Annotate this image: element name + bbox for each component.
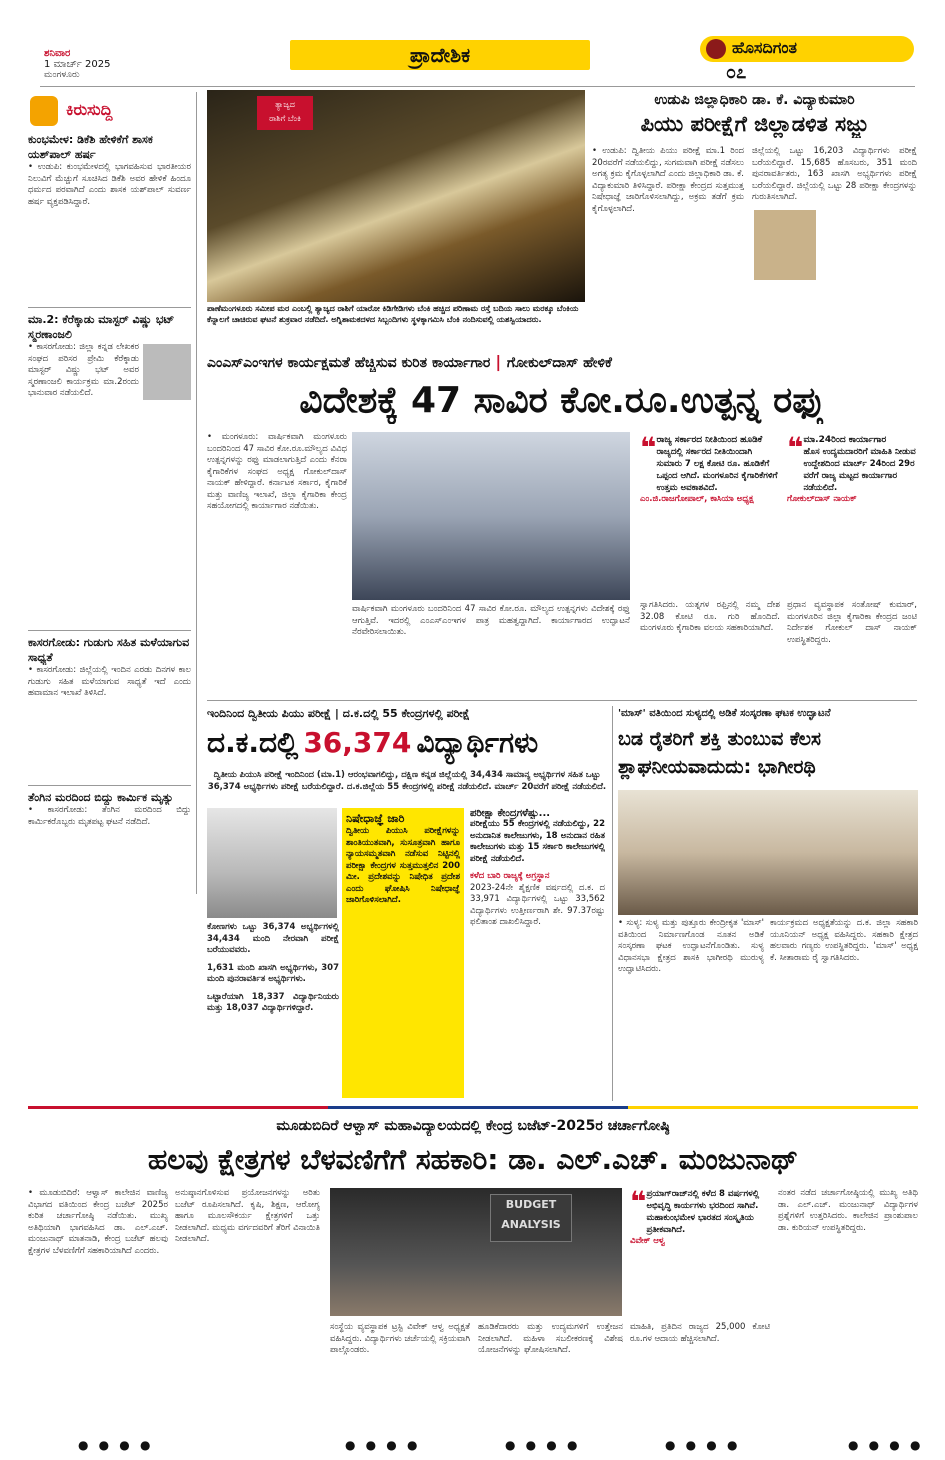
budget-col1: • ಮೂಡುಬಿದಿರೆ: ಆಳ್ವಾಸ್ ಕಾಲೇಜಿನ ವಾಣಿಜ್ಯ ವಿಭಾಗದ ವತಿಯಿಂದ ಕೇಂದ್ರ ಬಜೆಟ್ 2025ರ ಕುರಿತ ಚರ್ಚಾಗೋಷ್ಠಿ ನಡೆಯಿತು. ಮುಖ್ಯ ಅತಿಥಿಯಾಗಿ ಭಾಗವಹಿಸಿದ ಡಾ. ಎಲ್.ಎಚ್. ಮಂಜುನಾಥ್ ಮಾತನಾಡಿ, ಕೇಂದ್ರ ಬಜೆಟ್ ಹಲವು ಕ್ಷೇತ್ರಗಳ ಬೆಳವಣಿಗೆಗೆ ಸಹಕಾರಿಯಾಗಿದೆ ಎಂದರು. bbox=[28, 1188, 168, 1256]
msme-strap-text: ಎಂಎಸ್‌ಎಂಇಗಳ ಕಾರ್ಯಕ್ಷಮತೆ ಹೆಚ್ಚಿಸುವ ಕುರಿತ ಕಾರ್ಯಾಗಾರ bbox=[207, 355, 491, 371]
footer-dots: ● ● ● ● bbox=[78, 1438, 154, 1452]
ban-body: ದ್ವಿತೀಯ ಪಿಯುಸಿ ಪರೀಕ್ಷೆಗಳನ್ನು ಶಾಂತಿಯುತವಾಗಿ, ಸುಸೂತ್ರವಾಗಿ ಹಾಗೂ ನ್ಯಾಯಸಮ್ಮತವಾಗಿ ನಡೆಸುವ ನಿಟ್ಟಿನಲ್ಲಿ ಪರೀಕ್ಷಾ ಕೇಂದ್ರಗಳ ಸುತ್ತಮುತ್ತಲಿನ 200 ಮೀ. ಪ್ರದೇಶವನ್ನು ನಿಷೇಧಿತ ಪ್ರದೇಶ ಎಂದು ಘೋಷಿಸಿ ನಿಷೇಧಾಜ್ಞೆ ಜಾರಿಗೊಳಿಸಲಾಗಿದೆ. bbox=[346, 826, 460, 905]
budget-strap: ಮೂಡುಬಿದಿರೆ ಆಳ್ವಾಸ್ ಮಹಾವಿದ್ಯಾಲಯದಲ್ಲಿ ಕೇಂದ್ರ ಬಜೆಟ್-2025ರ ಚರ್ಚಾಗೋಷ್ಠಿ bbox=[276, 1118, 670, 1134]
bhagirathi-strap: 'ಮಾಸ್' ವತಿಯಿಂದ ಸುಳ್ಯದಲ್ಲಿ ಅಡಿಕೆ ಸಂಸ್ಕರಣಾ ಘಟಕ ಉದ್ಘಾಟನೆ bbox=[618, 708, 831, 719]
quote1-by: ಎಂ.ಜಿ.ರಾಜಗೋಪಾಲ್, ಕಾಸಿಯಾ ಅಧ್ಯಕ್ಷ bbox=[640, 494, 754, 504]
dk-strap: ಇಂದಿನಿಂದ ದ್ವಿತೀಯ ಪಿಯು ಪರೀಕ್ಷೆ | ದ.ಕ.ದಲ್ಲಿ 55 ಕೇಂದ್ರಗಳಲ್ಲಿ ಪರೀಕ್ಷೆ bbox=[207, 707, 470, 720]
kirusuddi-title: ತೆಂಗಿನ ಮರದಿಂದ ಬಿದ್ದು ಕಾರ್ಮಿಕ ಮೃತ್ಯು bbox=[28, 791, 174, 804]
msme-col4: ಪ್ರಧಾನ ವ್ಯವಸ್ಥಾಪಕ ಸಂತೋಷ್ ಕುಮಾರ್, ಮಂಗಳೂರಿನ ಜಿಲ್ಲಾ ಕೈಗಾರಿಕಾ ಕೇಂದ್ರದ ಜಂಟಿ ನಿರ್ದೇಶಕ ಗೋಕುಲ್ ದಾಸ್ ನಾಯಕ್ ಉಪಸ್ಥಿತರಿದ್ದರು. bbox=[787, 600, 917, 645]
kirusuddi-column bbox=[28, 92, 191, 894]
centres-source: ಕಳೆದ ಬಾರಿ ರಾಜ್ಯಕ್ಕೆ ಅಗ್ರಸ್ಥಾನ bbox=[470, 871, 550, 881]
budget-board-line1: BUDGET bbox=[505, 1198, 557, 1211]
kirusuddi-label: ಕಿರುಸುದ್ದಿ bbox=[66, 100, 113, 119]
dk-head-pre: ದ.ಕ.ದಲ್ಲಿ bbox=[207, 726, 299, 759]
budget-col5: ಮಾಹಿತಿ, ಪ್ರತಿದಿನ ರಾಜ್ಯದ 25,000 ಕೋಟಿ ರೂ.ಗಳ ಆದಾಯ ಹೆಚ್ಚಿಸಲಾಗಿದೆ. bbox=[630, 1322, 770, 1344]
dk-stat: ಒಟ್ಟಾರೆಯಾಗಿ 18,337 ವಿದ್ಯಾರ್ಥಿನಿಯರು ಮತ್ತು 18,037 ವಿದ್ಯಾರ್ಥಿಗಳಿದ್ದಾರೆ. bbox=[207, 991, 339, 1013]
kirusuddi-body: • ಕಾಸರಗೋಡು: ಜಿಲ್ಲಾ ಕನ್ನಡ ಲೇಖಕರ ಸಂಘದ ಪರಿಸರ ಪ್ರೇಮಿ ಕೆರೆಕ್ಕಾಡು ಮಾಸ್ಟರ್ ವಿಷ್ಣು ಭಟ್ ಅವರ ಸ್ಮರಣಾಂಜಲಿ ಕಾರ್ಯಕ್ರಮ ಮಾ.2ರಂದು ಭಾನುವಾರ ನಡೆಯಲಿದೆ. bbox=[28, 342, 139, 398]
fire-tag bbox=[257, 96, 313, 130]
quote-mark-icon: ❝ bbox=[630, 1188, 647, 1218]
quote1-body: ರಾಜ್ಯದಲ್ಲಿ ಸರ್ಕಾರದ ನೀತಿಯಿಂದಾಗಿ ಸುಮಾರು 7 ಲಕ್ಷ ಕೋಟಿ ರೂ. ಹೂಡಿಕೆಗೆ ಒಪ್ಪಂದ ಆಗಿದೆ. ಮಂಗಳೂರಿನ ಕೈಗಾರಿಕೆಗಳಿಗೆ ಉತ್ತಮ ಅವಕಾಶವಿದೆ. bbox=[656, 447, 778, 493]
kirusuddi-body: • ಕಾಸರಗೋಡು: ತೆಂಗಿನ ಮರದಿಂದ ಬಿದ್ದು ಕಾರ್ಮಿಕರೊಬ್ಬರು ಮೃತಪಟ್ಟ ಘಟನೆ ನಡೆದಿದೆ. bbox=[28, 805, 191, 827]
msme-col2: ವಾರ್ಷಿಕವಾಗಿ ಮಂಗಳೂರು ಬಂದರಿನಿಂದ 47 ಸಾವಿರ ಕೋ.ರೂ. ಮೌಲ್ಯದ ಉತ್ಪನ್ನಗಳು ವಿದೇಶಕ್ಕೆ ರಫ್ತು ಆಗುತ್ತಿವೆ. ಇದರಲ್ಲಿ ಎಂಎಸ್‌ಎಂಇಗಳ ಪಾತ್ರ ಮಹತ್ವದ್ದಾಗಿದೆ. ಕಾರ್ಯಾಗಾರದ ಉದ್ಘಾಟನೆ ನೆರವೇರಿಸಲಾಯಿತು. bbox=[352, 604, 630, 637]
kirusuddi-title: ಕುಂಭಮೇಳ: ಡಿಕೆಶಿ ಹೇಳಿಕೆಗೆ ಶಾಸಕ ಯಶ್‌ಪಾಲ್ ಹರ್ಷ bbox=[28, 133, 153, 161]
masthead-date: 1 ಮಾರ್ಚ್ 2025 bbox=[44, 59, 111, 70]
bhagirathi-col1: • ಸುಳ್ಯ: ಸುಳ್ಯ ಮತ್ತು ಪುತ್ತೂರು ಕೇಂದ್ರೀಕೃತ 'ಮಾಸ್' ವತಿಯಿಂದ ನಿರ್ಮಾಣಗೊಂಡ ನೂತನ ಅಡಿಕೆ ಸಂಸ್ಕರಣಾ ಘಟಕ ಉದ್ಘಾಟನೆಗೊಂಡಿತು. ಸುಳ್ಯ ವಿಧಾನಸಭಾ ಕ್ಷೇತ್ರದ ಶಾಸಕಿ ಭಾಗೀರಥಿ ಮುರುಳ್ಯ ಉದ್ಘಾಟಿಸಿದರು. bbox=[618, 918, 764, 974]
dk-stat: ಕೋಣಗಳು ಒಟ್ಟು 36,374 ಅಭ್ಯರ್ಥಿಗಳಲ್ಲಿ 34,434 ಮಂದಿ ನೇರವಾಗಿ ಪರೀಕ್ಷೆ ಬರೆಯುವವರು. bbox=[207, 922, 339, 955]
masthead bbox=[0, 0, 945, 88]
quote2-body: ಹೊಸ ಉದ್ಯಮದಾರರಿಗೆ ಮಾಹಿತಿ ನೀಡುವ ಉದ್ದೇಶದಿಂದ ಮಾರ್ಚ್ 24ರಿಂದ 29ರ ವರೆಗೆ ರಾಜ್ಯ ಮಟ್ಟದ ಕಾರ್ಯಾಗಾರ ನಡೆಯಲಿದೆ. bbox=[803, 447, 916, 493]
quote2-title: ಮಾ.24ರಿಂದ ಕಾರ್ಯಾಗಾರ bbox=[803, 435, 887, 445]
budget-quote bbox=[630, 1188, 770, 1318]
footer-dots: ● ● ● ● bbox=[665, 1438, 741, 1452]
msme-photo bbox=[352, 432, 630, 600]
msme-strap: ಎಂಎಸ್‌ಎಂಇಗಳ ಕಾರ್ಯಕ್ಷಮತೆ ಹೆಚ್ಚಿಸುವ ಕುರಿತ ಕಾರ್ಯಾಗಾರ | ಗೋಕುಲ್‌ದಾಸ್ ಹೇಳಿಕೆ bbox=[207, 352, 612, 371]
masthead-day: ಶನಿವಾರ bbox=[44, 48, 71, 59]
msme-strap-text2: ಗೋಕುಲ್‌ದಾಸ್ ಹೇಳಿಕೆ bbox=[506, 355, 612, 371]
budget-quote-body: ಪ್ರಯಾಗ್‌ರಾಜ್‌ನಲ್ಲಿ ಕಳೆದ 8 ವರ್ಷಗಳಲ್ಲಿ ಅಭಿವೃದ್ಧಿ ಕಾರ್ಯಗಳು ಭರದಿಂದ ಸಾಗಿವೆ. ಮಹಾಕುಂಭಮೇಳ ಭಾರತದ ಸಂಸ್ಕೃತಿಯ ಪ್ರತೀಕವಾಗಿದೆ. bbox=[646, 1189, 760, 1235]
kirusuddi-body: • ಉಡುಪಿ: ಕುಂಭಮೇಳದಲ್ಲಿ ಭಾಗವಹಿಸುವ ಭಾರತೀಯರ ನಿಲುವಿಗೆ ಮೆಚ್ಚುಗೆ ಸೂಚಿಸಿದ ಡಿಕೆಶಿ ಅವರ ಹೇಳಿಕೆ ಹಿಂದೂ ಧರ್ಮದ ಪರವಾಗಿದೆ ಎಂದು ಶಾಸಕ ಯಶ್‌ಪಾಲ್ ಸುವರ್ಣ ಹರ್ಷ ವ್ಯಕ್ತಪಡಿಸಿದ್ದಾರೆ. bbox=[28, 162, 191, 207]
ban-box bbox=[342, 808, 464, 1098]
kirusuddi-item bbox=[28, 312, 191, 631]
quote-mark-icon: ❝ bbox=[640, 434, 657, 464]
budget-col2: ಅನುಷ್ಠಾನಗೊಳಿಸುವ ಪ್ರಯೋಜನಗಳನ್ನು ಅರಿತು ಬಜೆಟ್ ರೂಪಿಸಲಾಗಿದೆ. ಕೃಷಿ, ಶಿಕ್ಷಣ, ಆರೋಗ್ಯ ಹಾಗೂ ಮೂಲಸೌಕರ್ಯ ಕ್ಷೇತ್ರಗಳಿಗೆ ಒತ್ತು ನೀಡಲಾಗಿದೆ. ಮಧ್ಯಮ ವರ್ಗದವರಿಗೆ ತೆರಿಗೆ ವಿನಾಯಿತಿ ನೀಡಲಾಗಿದೆ. bbox=[175, 1188, 320, 1244]
budget-col6: ನಂತರ ನಡೆದ ಚರ್ಚಾಗೋಷ್ಠಿಯಲ್ಲಿ ಮುಖ್ಯ ಅತಿಥಿ ಡಾ. ಎಲ್.ಎಚ್. ಮಂಜುನಾಥ್ ವಿದ್ಯಾರ್ಥಿಗಳ ಪ್ರಶ್ನೆಗಳಿಗೆ ಉತ್ತರಿಸಿದರು. ಕಾಲೇಜಿನ ಪ್ರಾಂಶುಪಾಲ ಡಾ. ಕುರಿಯನ್ ಉಪಸ್ಥಿತರಿದ್ದರು. bbox=[778, 1188, 918, 1233]
msme-quote1 bbox=[640, 434, 780, 594]
fire-caption: ಪಾಣೆಮಂಗಳೂರು ಸಮೀಪ ಮರ ಎಂಬಲ್ಲಿ ತ್ಯಾಜ್ಯದ ರಾಶಿಗೆ ಯಾರೋ ಕಿಡಿಗೇಡಿಗಳು ಬೆಂಕಿ ಹಚ್ಚಿದ ಪರಿಣಾಮ ರಸ್ತೆ ಬದಿಯ ಸಾಲು ಮರಕ್ಕೂ ಬೆಂಕಿಯ ಕೆನ್ನಾಲಗೆ ಚಾಚಿರುವ ಘಟನೆ ಶುಕ್ರವಾರ ನಡೆದಿದೆ. ಅಗ್ನಿಶಾಮಕದಳದ ಸಿಬ್ಬಂದಿಗಳು ಸ್ಥಳಕ್ಕಾಗಮಿಸಿ ಬೆಂಕಿ ನಂದಿಸುವಲ್ಲಿ ಯಶಸ್ವಿಯಾದರು. bbox=[207, 304, 579, 324]
logo-sun-icon bbox=[706, 39, 726, 59]
quote2-by: ಗೋಕುಲ್‌ದಾಸ್ ನಾಯಕ್ bbox=[787, 494, 857, 504]
bhagirathi-col2: ಕಾರ್ಯಕ್ರಮದ ಅಧ್ಯಕ್ಷತೆಯನ್ನು ದ.ಕ. ಜಿಲ್ಲಾ ಸಹಕಾರಿ ಯೂನಿಯನ್ ಅಧ್ಯಕ್ಷ ವಹಿಸಿದ್ದರು. ಸಹಕಾರಿ ಕ್ಷೇತ್ರದ ಹಲವಾರು ಗಣ್ಯರು ಉಪಸ್ಥಿತರಿದ್ದರು. 'ಮಾಸ್' ಅಧ್ಯಕ್ಷ ಕೆ. ಸೀತಾರಾಮ ರೈ ಸ್ವಾಗತಿಸಿದರು. bbox=[770, 918, 918, 963]
budget-photo bbox=[330, 1188, 622, 1316]
masthead-date-block bbox=[44, 48, 194, 80]
kirusuddi-title: ಮಾ.2: ಕೆರೆಕ್ಕಾಡು ಮಾಸ್ಟರ್ ವಿಷ್ಣು ಭಟ್ ಸ್ಮರಣಾಂಜಲಿ bbox=[28, 313, 175, 341]
kirusuddi-body: • ಕಾಸರಗೋಡು: ಜಿಲ್ಲೆಯಲ್ಲಿ ಇಂದಿನ ಎರಡು ದಿನಗಳ ಕಾಲ ಗುಡುಗು ಸಹಿತ ಮಳೆಯಾಗುವ ಸಾಧ್ಯತೆ ಇದೆ ಎಂದು ಹವಾಮಾನ ಇಲಾಖೆ ತಿಳಿಸಿದೆ. bbox=[28, 665, 191, 698]
msme-col3: ಸ್ವಾಗತಿಸಿದರು. ಯತ್ನಗಳ ರಫ್ತಿನಲ್ಲಿ ನಮ್ಮ ದೇಶ 32.08 ಕೋಟಿ ರೂ. ಗುರಿ ಹೊಂದಿದೆ. ಮಂಗಳೂರು ಕೈಗಾರಿಕಾ ವಲಯ ಸಹಕಾರಿಯಾಗಿದೆ. bbox=[640, 600, 780, 633]
bhagirathi-head2: ಶ್ಲಾಘನೀಯವಾದುದು: ಭಾಗೀರಥಿ bbox=[618, 756, 816, 778]
paper-logo bbox=[700, 36, 914, 62]
udupi-col1: • ಉಡುಪಿ: ದ್ವಿತೀಯ ಪಿಯು ಪರೀಕ್ಷೆ ಮಾ.1 ರಿಂದ 20ರವರೆಗೆ ನಡೆಯಲಿದ್ದು, ಸುಗಮವಾಗಿ ಪರೀಕ್ಷೆ ನಡೆಸಲು ಅಗತ್ಯ ಕ್ರಮ ಕೈಗೊಳ್ಳಲಾಗಿದೆ ಎಂದು ಜಿಲ್ಲಾಧಿಕಾರಿ ಡಾ. ಕೆ. ವಿದ್ಯಾಕುಮಾರಿ ತಿಳಿಸಿದ್ದಾರೆ. ಪರೀಕ್ಷಾ ಕೇಂದ್ರದ ಸುತ್ತಮುತ್ತ ನಿಷೇಧಾಜ್ಞೆ ಜಾರಿಗೊಳಿಸಲಾಗಿದ್ದು, ಅಕ್ರಮ ತಡೆಗೆ ಕ್ರಮ ಕೈಗೊಳ್ಳಲಾಗಿದೆ. bbox=[592, 146, 744, 214]
section-banner bbox=[290, 40, 590, 70]
ban-title: ನಿಷೇಧಾಜ್ಞೆ ಜಾರಿ bbox=[346, 812, 405, 825]
centres-box bbox=[470, 808, 605, 1098]
centres-note: 2023-24ನೇ ಶೈಕ್ಷಣಿಕ ವರ್ಷದಲ್ಲಿ ದ.ಕ. ದ 33,971 ವಿದ್ಯಾರ್ಥಿಗಳಲ್ಲಿ ಒಟ್ಟು 33,562 ವಿದ್ಯಾರ್ಥಿಗಳು ಉತ್ತೀರ್ಣರಾಗಿ ಶೇ. 97.37ರಷ್ಟು ಫಲಿತಾಂಶ ದಾಖಲಿಸಿದ್ದಾರೆ. bbox=[470, 882, 605, 927]
bhagirathi-head1: ಬಡ ರೈತರಿಗೆ ಶಕ್ತಿ ತುಂಬುವ ಕೆಲಸ bbox=[618, 728, 822, 750]
centres-title: ಪರೀಕ್ಷಾ ಕೇಂದ್ರಗಳೆಷ್ಟು... bbox=[470, 808, 551, 819]
budget-headline: ಹಲವು ಕ್ಷೇತ್ರಗಳ ಬೆಳವಣಿಗೆಗೆ ಸಹಕಾರಿ: ಡಾ. ಎಲ್.ಎಚ್. ಮಂಜುನಾಥ್ bbox=[147, 1143, 799, 1176]
dk-stats bbox=[207, 922, 339, 1097]
dk-lead: ದ್ವಿತೀಯ ಪಿಯುಸಿ ಪರೀಕ್ಷೆ ಇಂದಿನಿಂದ (ಮಾ.1) ಆರಂಭವಾಗಲಿದ್ದು, ದಕ್ಷಿಣ ಕನ್ನಡ ಜಿಲ್ಲೆಯಲ್ಲಿ 34,434 ಸಾಮಾನ್ಯ ಅಭ್ಯರ್ಥಿಗಳ ಸಹಿತ ಒಟ್ಟು 36,374 ಅಭ್ಯರ್ಥಿಗಳು ಪರೀಕ್ಷೆ ಬರೆಯಲಿದ್ದಾರೆ. ದ.ಕ.ಜಿಲ್ಲೆಯ 55 ಕೇಂದ್ರಗಳಲ್ಲಿ ಪರೀಕ್ಷೆ ನಡೆಯಲಿದೆ. ಮಾರ್ಚ್ 20ವರೆಗೆ ಪರೀಕ್ಷೆ ನಡೆಯಲಿದೆ. bbox=[207, 770, 607, 792]
budget-board-line2: ANALYSIS bbox=[501, 1218, 561, 1231]
msme-headline: ವಿದೇಶಕ್ಕೆ 47 ಸಾವಿರ ಕೋ.ರೂ.ಉತ್ಪನ್ನ ರಫ್ತು bbox=[299, 380, 825, 421]
fire-tag-line2: ರಾಶಿಗೆ ಬೆಂಕಿ bbox=[269, 114, 301, 123]
section-title: ಪ್ರಾದೇಶಿಕ bbox=[409, 43, 471, 67]
budget-col3: ಸಂಸ್ಥೆಯ ವ್ಯವಸ್ಥಾಪಕ ಟ್ರಸ್ಟಿ ವಿವೇಕ್ ಆಳ್ವ ಅಧ್ಯಕ್ಷತೆ ವಹಿಸಿದ್ದರು. ವಿದ್ಯಾರ್ಥಿಗಳು ಚರ್ಚೆಯಲ್ಲಿ ಸಕ್ರಿಯವಾಗಿ ಪಾಲ್ಗೊಂಡರು. bbox=[330, 1322, 470, 1355]
bhagirathi-photo bbox=[618, 790, 918, 915]
kirusuddi-title: ಕಾಸರಗೋಡು: ಗುಡುಗು ಸಹಿತ ಮಳೆಯಾಗುವ ಸಾಧ್ಯತೆ bbox=[28, 636, 190, 664]
msme-quote2 bbox=[787, 434, 917, 594]
centres-body: ಪರೀಕ್ಷೆಯು 55 ಕೇಂದ್ರಗಳಲ್ಲಿ ನಡೆಯಲಿದ್ದು, 22 ಅನುದಾನಿತ ಕಾಲೇಜುಗಳು, 18 ಅನುದಾನ ರಹಿತ ಕಾಲೇಜುಗಳು ಮತ್ತು 15 ಸರ್ಕಾರಿ ಕಾಲೇಜುಗಳಲ್ಲಿ ಪರೀಕ್ಷೆ ನಡೆಯಲಿದೆ. bbox=[470, 819, 605, 864]
footer-dots: ● ● ● ● bbox=[505, 1438, 581, 1452]
footer-dots: ● ● ● ● bbox=[345, 1438, 421, 1452]
dk-stat: 1,631 ಮಂದಿ ಖಾಸಗಿ ಅಭ್ಯರ್ಥಿಗಳು, 307 ಮಂದಿ ಪುನರಾವರ್ತಿತ ಅಭ್ಯರ್ಥಿಗಳು. bbox=[207, 962, 339, 984]
paper-name: ಹೊಸದಿಗಂತ bbox=[732, 38, 797, 57]
fire-tag-line1: ತ್ಯಾಜ್ಯದ bbox=[275, 100, 295, 109]
budget-board bbox=[490, 1194, 572, 1242]
udupi-story bbox=[592, 90, 917, 338]
footer-dots: ● ● ● ● bbox=[848, 1438, 924, 1452]
dk-headline bbox=[207, 726, 607, 766]
msme-col1: • ಮಂಗಳೂರು: ವಾರ್ಷಿಕವಾಗಿ ಮಂಗಳೂರು ಬಂದರಿನಿಂದ 47 ಸಾವಿರ ಕೋ.ರೂ.ಮೌಲ್ಯದ ವಿವಿಧ ಉತ್ಪನ್ನಗಳನ್ನು ರಫ್ತು ಮಾಡಲಾಗುತ್ತಿದೆ ಎಂದು ಕೆನರಾ ಕೈಗಾರಿಕೆಗಳ ಸಂಘದ ಅಧ್ಯಕ್ಷ ಗೋಕುಲ್‌ದಾಸ್ ನಾಯಕ್ ಹೇಳಿದ್ದಾರೆ. ಕರ್ನಾಟಕ ಸರ್ಕಾರ, ಕೈಗಾರಿಕೆ ಮತ್ತು ವಾಣಿಜ್ಯ ಇಲಾಖೆ, ಜಿಲ್ಲಾ ಕೈಗಾರಿಕಾ ಕೇಂದ್ರ ಸಹಯೋಗದಲ್ಲಿ ಕಾರ್ಯಾಗಾರ ನಡೆಯಿತು. bbox=[207, 432, 347, 511]
quote1-title: ರಾಜ್ಯ ಸರ್ಕಾರದ ನೀತಿಯಿಂದ ಹೂಡಿಕೆ bbox=[656, 435, 763, 445]
udupi-head1: ಉಡುಪಿ ಜಿಲ್ಲಾಧಿಕಾರಿ ಡಾ. ಕೆ. ವಿದ್ಯಾಕುಮಾರಿ bbox=[654, 92, 855, 108]
budget-quote-by: ವಿವೇಕ್ ಆಳ್ವ bbox=[630, 1236, 666, 1246]
udupi-head2: ಪಿಯು ಪರೀಕ್ಷೆಗೆ ಜಿಲ್ಲಾಡಳಿತ ಸಜ್ಜು bbox=[640, 112, 869, 136]
portrait-photo bbox=[143, 344, 191, 400]
dk-head-post: ವಿದ್ಯಾರ್ಥಿಗಳು bbox=[416, 726, 539, 759]
dk-photo bbox=[207, 808, 337, 918]
page-number: ೦೭ bbox=[726, 62, 747, 83]
kirusuddi-item bbox=[28, 132, 191, 308]
dk-head-num: 36,374 bbox=[303, 726, 412, 759]
kirusuddi-logo bbox=[28, 92, 191, 132]
section-divider bbox=[28, 1104, 918, 1110]
kirusuddi-item bbox=[28, 635, 191, 786]
kirusuddi-item bbox=[28, 790, 191, 894]
fire-photo bbox=[207, 90, 585, 302]
masthead-city: ಮಂಗಳೂರು bbox=[44, 70, 80, 80]
udupi-col2: ಜಿಲ್ಲೆಯಲ್ಲಿ ಒಟ್ಟು 16,203 ವಿದ್ಯಾರ್ಥಿಗಳು ಪರೀಕ್ಷೆ ಬರೆಯಲಿದ್ದಾರೆ. 15,685 ಹೊಸಬರು, 351 ಮಂದಿ ಪುನರಾವರ್ತಿತರು, 163 ಖಾಸಗಿ ಅಭ್ಯರ್ಥಿಗಳು ಪರೀಕ್ಷೆ ಬರೆಯಲಿದ್ದಾರೆ. ಜಿಲ್ಲೆಯಲ್ಲಿ ಒಟ್ಟು 28 ಪರೀಕ್ಷಾ ಕೇಂದ್ರಗಳನ್ನು ಗುರುತಿಸಲಾಗಿದೆ. bbox=[752, 146, 917, 202]
quote-mark-icon: ❝ bbox=[787, 434, 804, 464]
hand-icon bbox=[30, 96, 58, 126]
budget-col4: ಹೂಡಿಕೆದಾರರು ಮತ್ತು ಉದ್ಯಮಗಳಿಗೆ ಉತ್ತೇಜನ ನೀಡಲಾಗಿದೆ. ಮಹಿಳಾ ಸಬಲೀಕರಣಕ್ಕೆ ವಿಶೇಷ ಯೋಜನೆಗಳನ್ನು ಘೋಷಿಸಲಾಗಿದೆ. bbox=[478, 1322, 623, 1355]
